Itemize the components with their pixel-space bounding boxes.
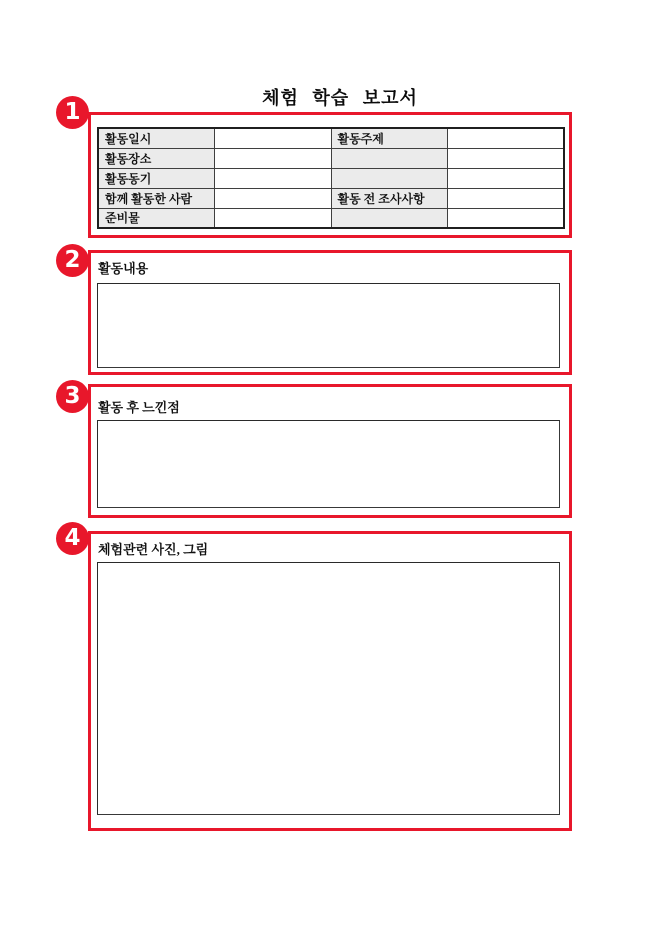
step-badge-1 bbox=[56, 96, 89, 129]
info-empty-value-cell bbox=[447, 148, 564, 168]
info-value-activity-topic bbox=[447, 128, 564, 148]
table-row bbox=[98, 128, 564, 148]
info-empty-gray-cell bbox=[331, 148, 447, 168]
info-value-companions bbox=[214, 188, 331, 208]
section-basic-info bbox=[88, 112, 572, 238]
photos-drawings-label: 체험관련 사진, 그림 bbox=[98, 542, 209, 557]
info-label-pre-research: 활동 전 조사사항 bbox=[331, 188, 447, 208]
activity-content-label: 활동내용 bbox=[98, 261, 149, 276]
step-badge-3 bbox=[56, 380, 89, 413]
info-label-materials: 준비물 bbox=[98, 208, 214, 228]
info-value-materials bbox=[214, 208, 331, 228]
section-after-thoughts bbox=[88, 384, 572, 518]
after-thoughts-box bbox=[97, 420, 560, 508]
table-row bbox=[98, 188, 564, 208]
info-value-activity-place bbox=[214, 148, 331, 168]
section-photos-drawings bbox=[88, 531, 572, 831]
activity-content-box bbox=[97, 283, 560, 368]
info-empty-gray-cell bbox=[331, 208, 447, 228]
info-label-activity-motive: 활동동기 bbox=[98, 168, 214, 188]
step-badge-1-number: 1 bbox=[64, 99, 81, 125]
info-empty-value-cell bbox=[447, 208, 564, 228]
after-thoughts-label: 활동 후 느낀점 bbox=[98, 400, 180, 415]
info-label-activity-place: 활동장소 bbox=[98, 148, 214, 168]
section-activity-content bbox=[88, 250, 572, 375]
step-badge-4 bbox=[56, 522, 89, 555]
info-label-companions: 함께 활동한 사람 bbox=[98, 188, 214, 208]
step-badge-3-number: 3 bbox=[64, 383, 81, 409]
info-table bbox=[97, 127, 565, 229]
step-badge-4-number: 4 bbox=[64, 525, 81, 551]
table-row bbox=[98, 148, 564, 168]
table-row bbox=[98, 168, 564, 188]
info-empty-value-cell bbox=[447, 168, 564, 188]
info-value-activity-motive bbox=[214, 168, 331, 188]
table-row bbox=[98, 208, 564, 228]
info-value-activity-date bbox=[214, 128, 331, 148]
info-label-activity-topic: 활동주제 bbox=[331, 128, 447, 148]
info-value-pre-research bbox=[447, 188, 564, 208]
info-label-activity-date: 활동일시 bbox=[98, 128, 214, 148]
step-badge-2-number: 2 bbox=[64, 247, 81, 273]
info-empty-gray-cell bbox=[331, 168, 447, 188]
photos-drawings-box bbox=[97, 562, 560, 815]
step-badge-2 bbox=[56, 244, 89, 277]
page-title: 체험 학습 보고서 bbox=[262, 88, 418, 108]
